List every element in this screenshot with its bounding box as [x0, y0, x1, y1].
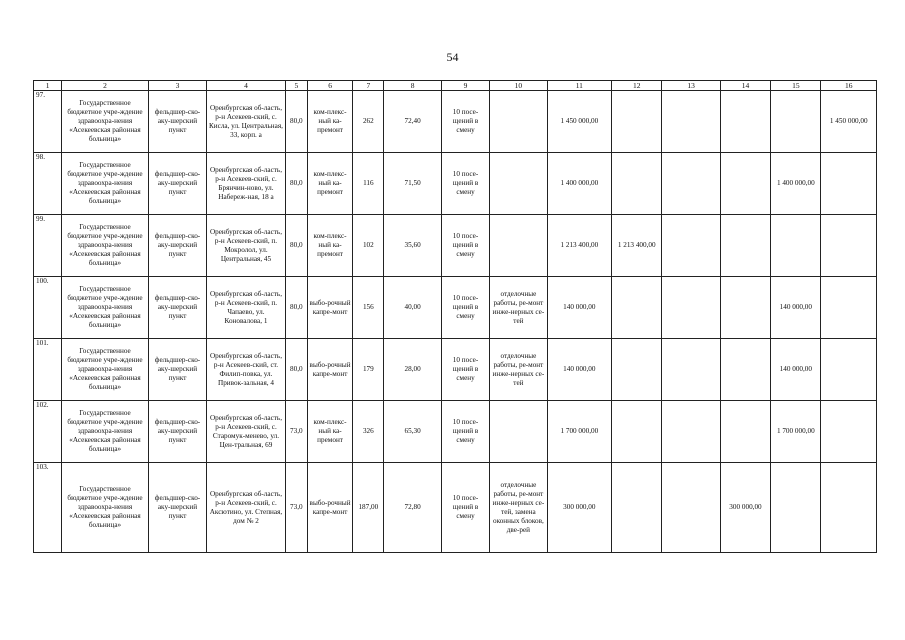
cell-13 — [662, 91, 720, 153]
organization: Государственное бюджетное учре-ждение здравоохра-нения «Асекеевская районная больница» — [62, 277, 149, 339]
area: 73,0 — [285, 463, 307, 553]
cell-8: 40,00 — [384, 277, 441, 339]
organization: Государственное бюджетное учре-ждение здравоохра-нения «Асекеевская районная больница» — [62, 153, 149, 215]
facility-type: фельдшер-ско-аку-шерский пункт — [148, 153, 206, 215]
row-number: 103. — [34, 463, 62, 553]
capacity: 10 посе-щений в смену — [441, 215, 489, 277]
cell-14 — [720, 91, 770, 153]
works: отделочные работы, ре-монт инже-нерных се-тей — [490, 339, 547, 401]
total-cost: 1 213 400,00 — [547, 215, 611, 277]
area: 80,0 — [285, 215, 307, 277]
cell-7: 102 — [353, 215, 384, 277]
table-row — [34, 277, 877, 339]
col-header: 4 — [207, 81, 286, 91]
cell-15: 1 700 000,00 — [771, 401, 821, 463]
works — [490, 153, 547, 215]
repair-type: ком-плекс-ный ка-премонт — [307, 401, 352, 463]
cell-13 — [662, 215, 720, 277]
cell-13 — [662, 339, 720, 401]
facility-type: фельдшер-ско-аку-шерский пункт — [148, 277, 206, 339]
cell-16 — [821, 277, 877, 339]
cell-15: 140 000,00 — [771, 277, 821, 339]
cell-12 — [612, 153, 662, 215]
cell-15 — [771, 91, 821, 153]
works: отделочные работы, ре-монт инже-нерных се-тей, замена оконных блоков, две-рей — [490, 463, 547, 553]
col-header: 11 — [547, 81, 611, 91]
address: Оренбургская об-ласть, р-н Асекеев-ский, ст. Филип-повка, ул. Привок-зальная, 4 — [207, 339, 286, 401]
cell-12 — [612, 339, 662, 401]
cell-16 — [821, 463, 877, 553]
cell-8: 65,30 — [384, 401, 441, 463]
address: Оренбургская об-ласть, р-н Асекеев-ский, п. Мокролол, ул. Центральная, 45 — [207, 215, 286, 277]
table-row — [34, 339, 877, 401]
organization: Государственное бюджетное учре-ждение здравоохра-нения «Асекеевская районная больница» — [62, 91, 149, 153]
col-header: 1 — [34, 81, 62, 91]
address: Оренбургская об-ласть, р-н Асекеев-ский, с. Брянчин-ново, ул. Набереж-ная, 18 а — [207, 153, 286, 215]
row-number: 102. — [34, 401, 62, 463]
capacity: 10 посе-щений в смену — [441, 463, 489, 553]
table-row — [34, 401, 877, 463]
cell-15: 140 000,00 — [771, 339, 821, 401]
cell-15 — [771, 463, 821, 553]
total-cost: 1 450 000,00 — [547, 91, 611, 153]
col-header: 15 — [771, 81, 821, 91]
area: 73,0 — [285, 401, 307, 463]
col-header: 13 — [662, 81, 720, 91]
cell-15 — [771, 215, 821, 277]
address: Оренбургская об-ласть, р-н Асекеев-ский, с. Кисла, ул. Центральная, 33, корп. а — [207, 91, 286, 153]
cell-13 — [662, 463, 720, 553]
cell-7: 187,00 — [353, 463, 384, 553]
facility-type: фельдшер-ско-аку-шерский пункт — [148, 91, 206, 153]
cell-8: 35,60 — [384, 215, 441, 277]
repair-type: выбо-рочный капре-монт — [307, 463, 352, 553]
col-header: 3 — [148, 81, 206, 91]
capacity: 10 посе-щений в смену — [441, 401, 489, 463]
address: Оренбургская об-ласть, р-н Асекеев-ский, с. Старомук-менево, ул. Цен-тральная, 69 — [207, 401, 286, 463]
facilities-table — [33, 80, 877, 553]
total-cost: 140 000,00 — [547, 339, 611, 401]
row-number: 97. — [34, 91, 62, 153]
cell-7: 179 — [353, 339, 384, 401]
capacity: 10 посе-щений в смену — [441, 91, 489, 153]
col-header: 6 — [307, 81, 352, 91]
total-cost: 140 000,00 — [547, 277, 611, 339]
col-header: 16 — [821, 81, 877, 91]
cell-12: 1 213 400,00 — [612, 215, 662, 277]
cell-15: 1 400 000,00 — [771, 153, 821, 215]
cell-12 — [612, 277, 662, 339]
cell-16 — [821, 215, 877, 277]
organization: Государственное бюджетное учре-ждение здравоохра-нения «Асекеевская районная больница» — [62, 401, 149, 463]
row-number: 101. — [34, 339, 62, 401]
cell-16 — [821, 153, 877, 215]
cell-7: 116 — [353, 153, 384, 215]
col-header: 12 — [612, 81, 662, 91]
area: 80,0 — [285, 339, 307, 401]
total-cost: 1 700 000,00 — [547, 401, 611, 463]
capacity: 10 посе-щений в смену — [441, 277, 489, 339]
page-number: 54 — [446, 50, 459, 64]
area: 80,0 — [285, 277, 307, 339]
total-cost: 300 000,00 — [547, 463, 611, 553]
table-row — [34, 463, 877, 553]
total-cost: 1 400 000,00 — [547, 153, 611, 215]
col-header: 7 — [353, 81, 384, 91]
organization: Государственное бюджетное учре-ждение здравоохра-нения «Асекеевская районная больница» — [62, 463, 149, 553]
row-number: 99. — [34, 215, 62, 277]
organization: Государственное бюджетное учре-ждение здравоохра-нения «Асекеевская районная больница» — [62, 215, 149, 277]
repair-type: ком-плекс-ный ка-премонт — [307, 91, 352, 153]
table-row — [34, 215, 877, 277]
cell-12 — [612, 401, 662, 463]
facility-type: фельдшер-ско-аку-шерский пункт — [148, 401, 206, 463]
cell-13 — [662, 153, 720, 215]
cell-8: 71,50 — [384, 153, 441, 215]
cell-14 — [720, 277, 770, 339]
facility-type: фельдшер-ско-аку-шерский пункт — [148, 339, 206, 401]
col-header: 2 — [62, 81, 149, 91]
row-number: 98. — [34, 153, 62, 215]
organization: Государственное бюджетное учре-ждение здравоохра-нения «Асекеевская районная больница» — [62, 339, 149, 401]
facility-type: фельдшер-ско-аку-шерский пункт — [148, 215, 206, 277]
repair-type: выбо-рочный капре-монт — [307, 277, 352, 339]
area: 80,0 — [285, 153, 307, 215]
cell-8: 28,00 — [384, 339, 441, 401]
cell-12 — [612, 91, 662, 153]
cell-7: 262 — [353, 91, 384, 153]
area: 80,0 — [285, 91, 307, 153]
cell-7: 326 — [353, 401, 384, 463]
works: отделочные работы, ре-монт инже-нерных се-тей — [490, 277, 547, 339]
works — [490, 91, 547, 153]
cell-14 — [720, 401, 770, 463]
cell-12 — [612, 463, 662, 553]
capacity: 10 посе-щений в смену — [441, 339, 489, 401]
cell-13 — [662, 277, 720, 339]
cell-14: 300 000,00 — [720, 463, 770, 553]
row-number: 100. — [34, 277, 62, 339]
cell-16 — [821, 339, 877, 401]
cell-16: 1 450 000,00 — [821, 91, 877, 153]
table-row — [34, 153, 877, 215]
cell-16 — [821, 401, 877, 463]
address: Оренбургская об-ласть, р-н Асекеев-ский, с. Аксютино, ул. Степная, дом № 2 — [207, 463, 286, 553]
col-header: 14 — [720, 81, 770, 91]
cell-13 — [662, 401, 720, 463]
col-header: 10 — [490, 81, 547, 91]
col-header: 9 — [441, 81, 489, 91]
cell-14 — [720, 339, 770, 401]
works — [490, 401, 547, 463]
cell-14 — [720, 215, 770, 277]
repair-type: ком-плекс-ный ка-премонт — [307, 153, 352, 215]
works — [490, 215, 547, 277]
col-header: 8 — [384, 81, 441, 91]
repair-type: ком-плекс-ный ка-премонт — [307, 215, 352, 277]
repair-type: выбо-рочный капре-монт — [307, 339, 352, 401]
address: Оренбургская об-ласть, р-н Асекеев-ский, п. Чапаево, ул. Коновалова, 1 — [207, 277, 286, 339]
header-row — [34, 81, 877, 91]
cell-8: 72,80 — [384, 463, 441, 553]
cell-7: 156 — [353, 277, 384, 339]
capacity: 10 посе-щений в смену — [441, 153, 489, 215]
cell-8: 72,40 — [384, 91, 441, 153]
col-header: 5 — [285, 81, 307, 91]
cell-14 — [720, 153, 770, 215]
facility-type: фельдшер-ско-аку-шерский пункт — [148, 463, 206, 553]
table-row — [34, 91, 877, 153]
